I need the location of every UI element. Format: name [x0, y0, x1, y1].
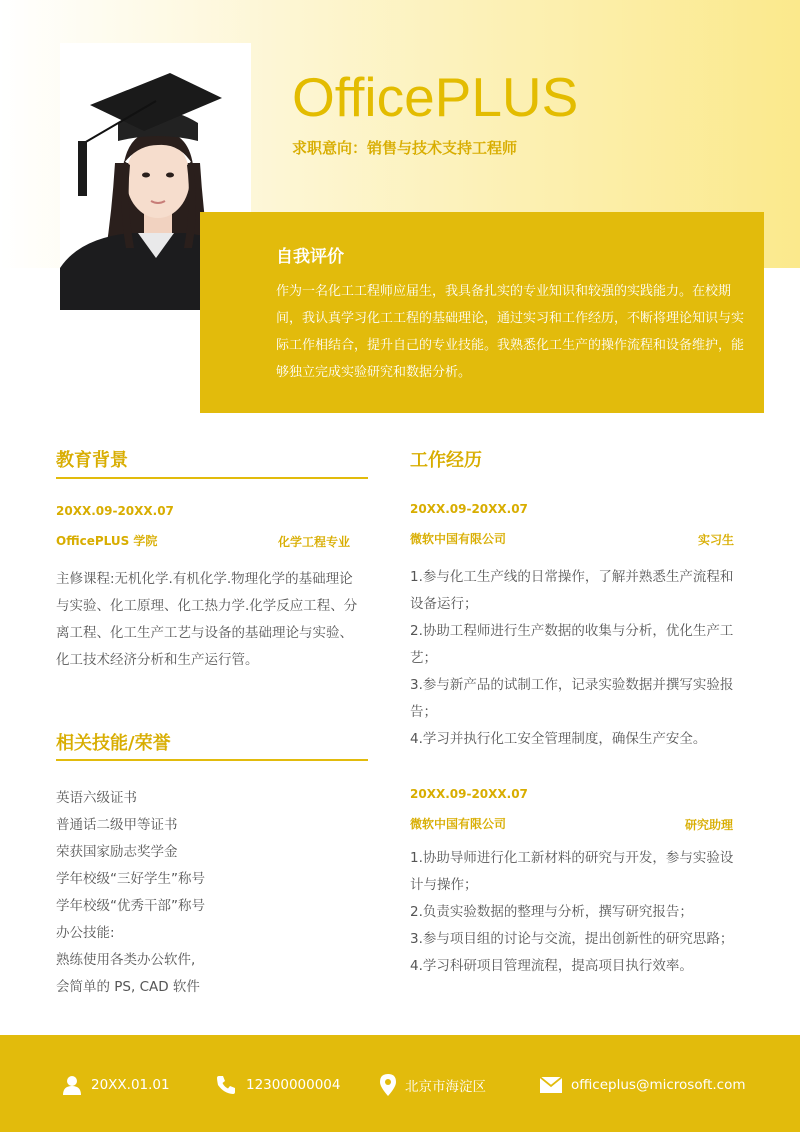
list-item: 1.协助导师进行化工新材料的研究与开发，参与实验设计与操作； — [410, 850, 734, 893]
job-company: 微软中国有限公司 — [410, 817, 507, 831]
job-duties — [410, 845, 744, 980]
contact-birth — [62, 1074, 170, 1096]
education-title: 教育背景 — [56, 450, 128, 471]
candidate-name: OfficePLUS — [292, 66, 579, 128]
job-company: 微软中国有限公司 — [410, 532, 507, 546]
profile-title: 自我评价 — [276, 247, 344, 267]
skills-divider — [56, 759, 368, 761]
location-text: 北京市海淀区 — [405, 1079, 486, 1095]
skills-list — [56, 785, 366, 1001]
email-link[interactable]: officeplus@microsoft.com — [571, 1077, 746, 1093]
job-period: 20XX.09-20XX.07 — [410, 787, 528, 801]
location-pin-icon — [380, 1074, 396, 1096]
contact-phone — [215, 1074, 340, 1096]
list-item: 2.负责实验数据的整理与分析，撰写研究报告； — [410, 904, 693, 920]
list-item: 荣获国家励志奖学金 — [56, 844, 178, 860]
list-item: 学年校级“优秀干部”称号 — [56, 898, 205, 914]
education-period: 20XX.09-20XX.07 — [56, 504, 174, 518]
list-item: 3.参与项目组的讨论与交流，提出创新性的研究思路； — [410, 931, 734, 947]
list-item: 3.参与新产品的试制工作，记录实验数据并撰写实验报告； — [410, 677, 734, 720]
job-role: 实习生 — [698, 533, 735, 547]
phone-icon — [215, 1074, 237, 1096]
work-title: 工作经历 — [410, 450, 482, 471]
list-item: 办公技能: — [56, 925, 115, 941]
education-major: 化学工程专业 — [278, 535, 351, 549]
skills-title: 相关技能/荣誉 — [56, 733, 171, 754]
birth-date: 20XX.01.01 — [91, 1077, 170, 1093]
list-item: 4.学习科研项目管理流程，提高项目执行效率。 — [410, 958, 693, 974]
job-duties — [410, 564, 744, 753]
list-item: 学年校级“三好学生”称号 — [56, 871, 205, 887]
job-role: 研究助理 — [685, 818, 734, 832]
list-item: 1.参与化工生产线的日常操作，了解并熟悉生产流程和设备运行； — [410, 569, 734, 612]
job-intent: 求职意向：销售与技术支持工程师 — [292, 139, 518, 157]
contact-email — [540, 1074, 746, 1096]
phone-number: 12300000004 — [246, 1077, 341, 1093]
job-period: 20XX.09-20XX.07 — [410, 502, 528, 516]
person-icon — [62, 1075, 82, 1095]
list-item: 英语六级证书 — [56, 790, 137, 806]
list-item: 会简单的 PS, CAD 软件 — [56, 979, 200, 995]
list-item: 4.学习并执行化工安全管理制度，确保生产安全。 — [410, 731, 707, 747]
list-item: 普通话二级甲等证书 — [56, 817, 178, 833]
mail-icon — [540, 1077, 562, 1093]
profile-text: 作为一名化工工程师应届生，我具备扎实的专业知识和较强的实践能力。在校期间，我认真学习化工工程的基础理论，通过实习和工作经历，不断将理论知识与实际工作相结合，提升自己的专业技能。我熟悉化工生产的操作流程和设备维护，能够独立完成实验研究和数据分析。 — [276, 284, 745, 380]
education-description: 主修课程:无机化学.有机化学.物理化学的基础理论与实验、化工原理、化工热力学.化学反应工程、分离工程、化工生产工艺与设备的基础理论与实验、化工技术经济分析和生产运行管。 — [56, 571, 358, 668]
list-item: 2.协助工程师进行生产数据的收集与分析，优化生产工艺； — [410, 623, 734, 666]
education-school: OfficePLUS 学院 — [56, 534, 158, 548]
list-item: 熟练使用各类办公软件, — [56, 952, 196, 968]
contact-location — [380, 1074, 486, 1096]
education-divider — [56, 477, 368, 479]
